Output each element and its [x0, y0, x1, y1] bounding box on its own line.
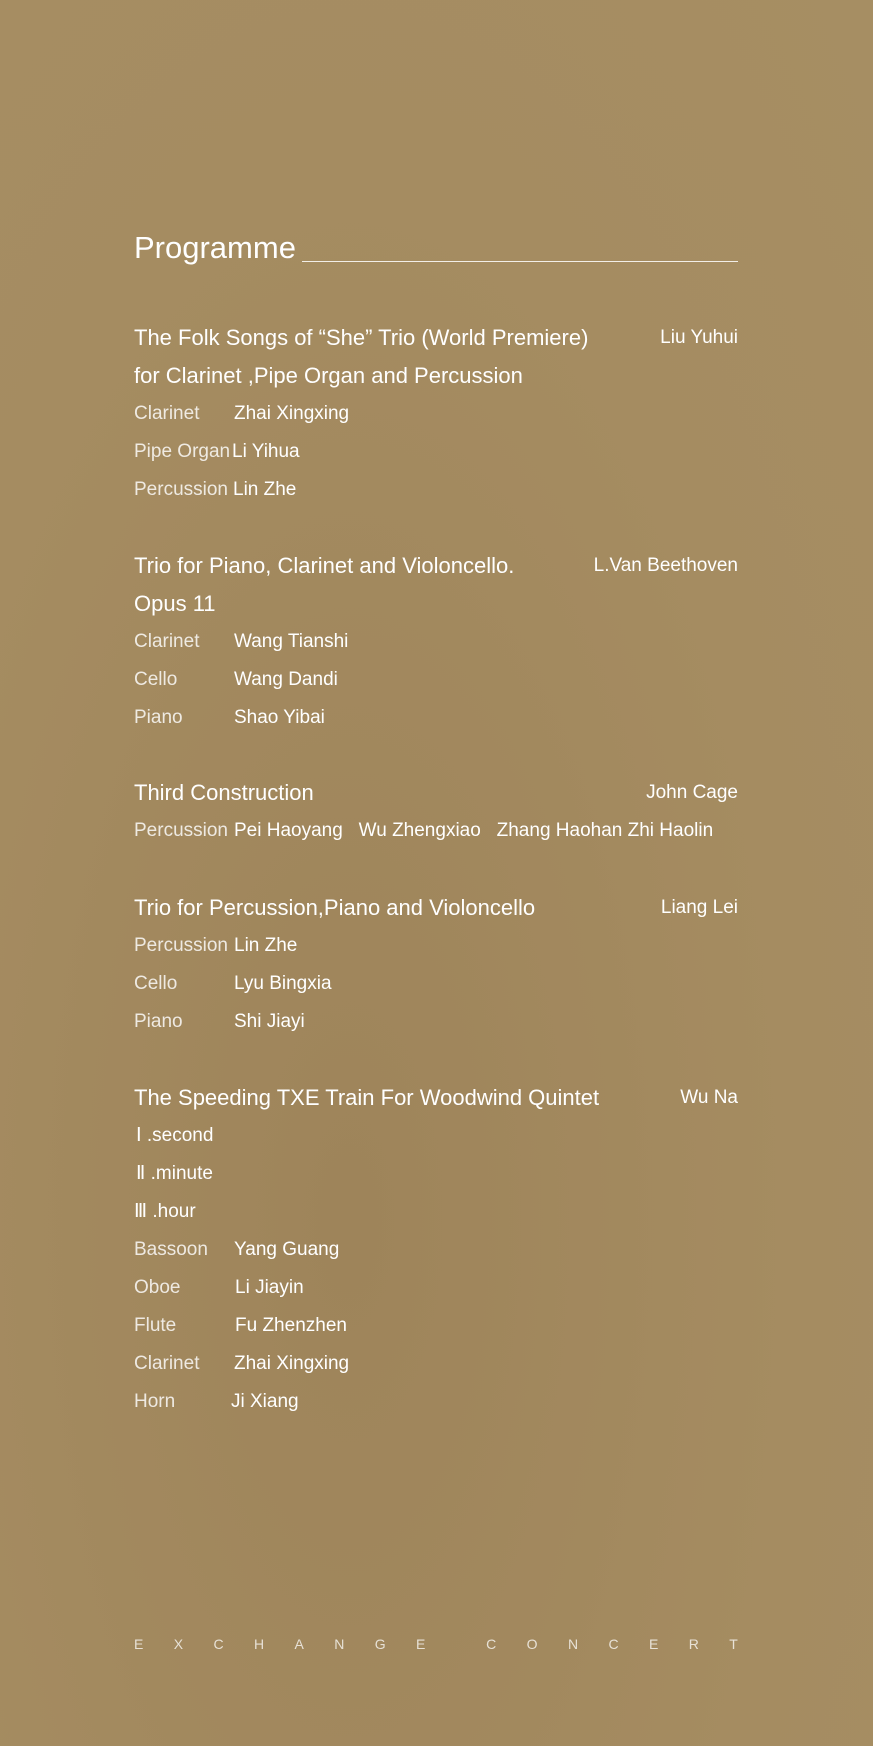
performer-name: Li Yihua: [232, 441, 300, 462]
movement-item: Ⅱ .minute: [136, 1163, 213, 1184]
performer-row: [134, 812, 738, 850]
piece-title-line: The Speeding TXE Train For Woodwind Quintet: [134, 1085, 600, 1110]
piece-title-line: Opus 11: [134, 591, 216, 616]
piece-title-line: Third Construction: [134, 780, 314, 805]
performer-role: Cello: [134, 973, 178, 994]
footer-letter: R: [688, 1636, 699, 1652]
footer-letter: X: [173, 1636, 184, 1652]
footer-letter: C: [486, 1636, 497, 1652]
performer-role: Cello: [134, 669, 178, 690]
performer-role: Oboe: [134, 1277, 181, 1298]
performer-role: Flute: [134, 1315, 177, 1336]
performer-role: Bassoon: [134, 1239, 208, 1260]
piece-title-line: The Folk Songs of “She” Trio (World Premiere): [134, 325, 589, 350]
performer-role: Percussion: [134, 820, 228, 841]
performer-name: Yang Guang: [234, 1239, 340, 1260]
performer-name: Pei Haoyang Wu Zhengxiao Zhang Haohan Zhi Haolin: [234, 820, 714, 841]
performer-name: Shao Yibai: [234, 707, 325, 728]
performer-role: Percussion: [134, 935, 228, 956]
performer-name: Lin Zhe: [233, 479, 297, 500]
programme-page: [134, 0, 738, 1746]
performer-row: [134, 699, 738, 737]
performer-role: Piano: [134, 1011, 183, 1032]
programme-item-third-construction: [134, 774, 738, 850]
composer-name: L.Van Beethoven: [593, 555, 738, 576]
composer-name: Liu Yuhui: [660, 327, 738, 348]
performer-name: Shi Jiayi: [234, 1011, 305, 1032]
footer-letter: E: [134, 1636, 144, 1652]
footer-letter: C: [608, 1636, 619, 1652]
performer-row: [134, 661, 738, 699]
performer-name: Wang Dandi: [234, 669, 338, 690]
footer-letter: A: [294, 1636, 304, 1652]
performer-name: Zhai Xingxing: [234, 403, 350, 424]
performer-name: Wang Tianshi: [234, 631, 349, 652]
footer-letter: H: [253, 1636, 265, 1652]
performer-role: Clarinet: [134, 631, 200, 652]
performer-row: [134, 965, 738, 1003]
footer-letter: O: [526, 1636, 538, 1652]
performer-row: [134, 927, 738, 965]
performer-row: [134, 1383, 738, 1421]
performer-role: Piano: [134, 707, 183, 728]
performer-role: Pipe Organ: [134, 441, 231, 462]
footer-letter: N: [567, 1636, 579, 1652]
composer-name: Liang Lei: [660, 897, 738, 918]
footer-letter: E: [648, 1636, 659, 1652]
performer-name: Ji Xiang: [231, 1391, 299, 1412]
performer-name: Li Jiayin: [235, 1277, 304, 1298]
performer-name: Lyu Bingxia: [234, 973, 332, 994]
page-title: Programme: [134, 230, 296, 265]
footer-letter: G: [374, 1636, 386, 1652]
performer-row: [134, 1231, 738, 1269]
performer-name: Zhai Xingxing: [234, 1353, 350, 1374]
programme-item-beethoven-trio: [134, 547, 738, 737]
footer-letter: E: [416, 1636, 426, 1652]
composer-name: John Cage: [646, 782, 738, 803]
performer-row: [134, 395, 738, 433]
performer-name: Fu Zhenzhen: [235, 1315, 347, 1336]
performer-row: [134, 471, 738, 509]
performer-role: Clarinet: [134, 403, 200, 424]
performer-name: Lin Zhe: [234, 935, 298, 956]
movement-item: Ⅰ .second: [136, 1125, 214, 1146]
performer-role: Percussion: [134, 479, 228, 500]
performer-row: [134, 623, 738, 661]
piece-title-line: for Clarinet ,Pipe Organ and Percussion: [134, 363, 523, 388]
footer-letter: N: [334, 1636, 345, 1652]
performer-row: [134, 1269, 738, 1307]
footer-letter: T: [729, 1636, 738, 1652]
footer-exchange-concert: [134, 1636, 738, 1652]
piece-title-line: Trio for Piano, Clarinet and Violoncello.: [134, 553, 515, 578]
programme-heading-row: [134, 228, 738, 268]
programme-item-txe-train: [134, 1079, 738, 1421]
programme-item-liang-lei-trio: [134, 889, 738, 1041]
performer-role: Clarinet: [134, 1353, 200, 1374]
performer-row: [134, 1003, 738, 1041]
performer-row: [134, 1345, 738, 1383]
performer-row: [134, 1307, 738, 1345]
performer-row: [134, 433, 738, 471]
performer-role: Horn: [134, 1391, 176, 1412]
footer-letter: C: [213, 1636, 224, 1652]
piece-title-line: Trio for Percussion,Piano and Violoncello: [134, 895, 536, 920]
composer-name: Wu Na: [680, 1087, 738, 1108]
heading-divider: [302, 261, 738, 262]
movement-item: Ⅲ .hour: [134, 1201, 196, 1222]
programme-item-folk-songs: [134, 319, 738, 509]
